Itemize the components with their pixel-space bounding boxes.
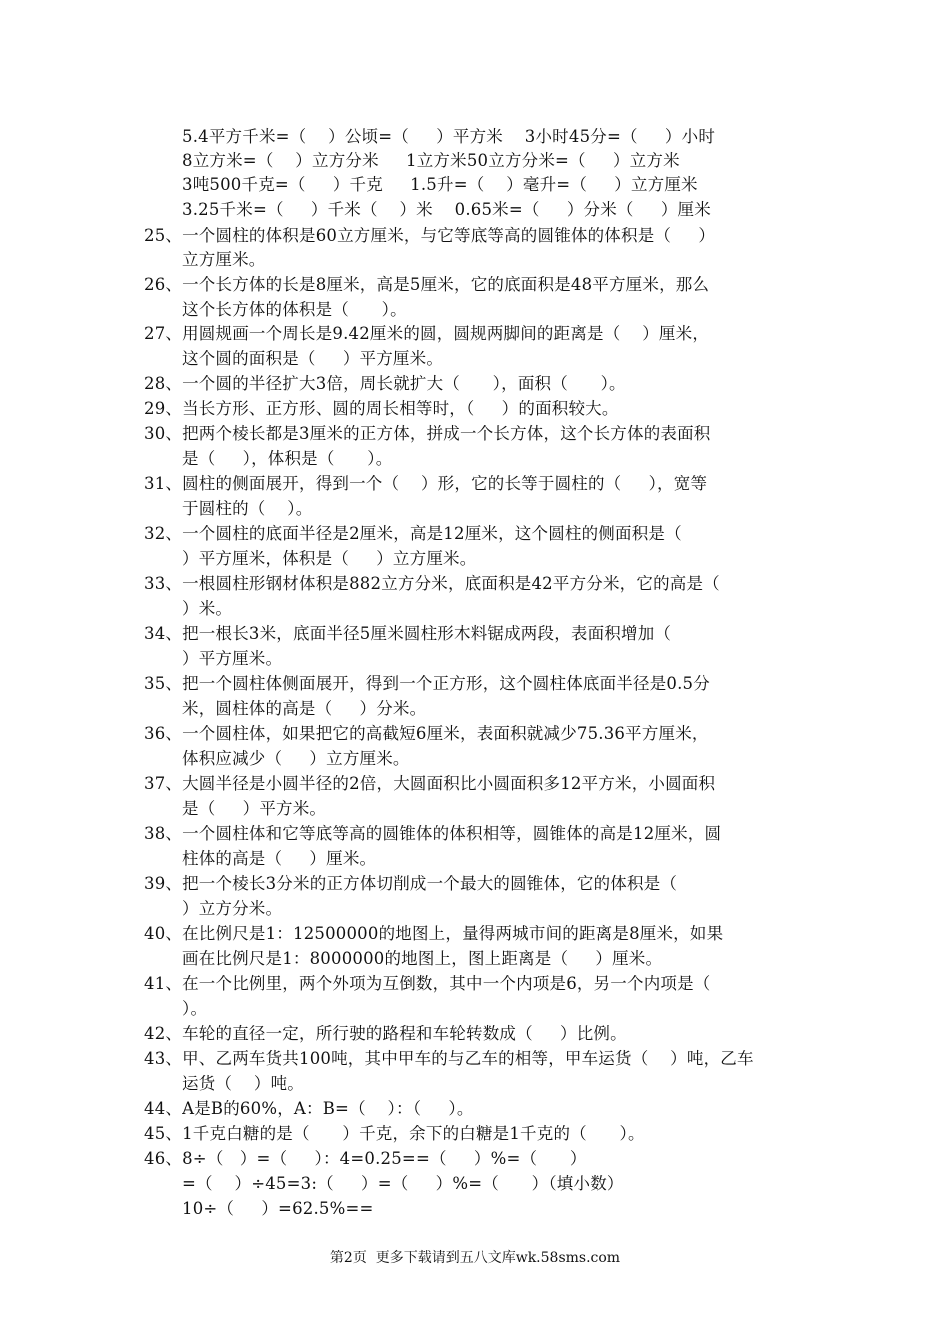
question-40-line-1: 40、在比例尺是1：12500000的地图上，量得两城市间的距离是8厘米，如果	[144, 924, 724, 943]
text-line: 3.25千米=（ ）千米（ ）米 0.65米=（ ）分米（ ）厘米	[182, 200, 711, 219]
question-43-line-1: 43、甲、乙两车货共100吨，其中甲车的与乙车的相等，甲车运货（ ）吨，乙车	[144, 1049, 754, 1068]
question-38-line-2: 柱体的高是（ ）厘米。	[182, 849, 377, 868]
question-39-line-2: ）立方分米。	[182, 899, 283, 918]
question-36-line-2: 体积应减少（ ）立方厘米。	[182, 749, 410, 768]
question-30-line-1: 30、把两个棱长都是3厘米的正方体，拼成一个长方体，这个长方体的表面积	[144, 424, 711, 443]
question-28: 28、一个圆的半径扩大3倍，周长就扩大（ ），面积（ ）。	[144, 374, 626, 393]
question-31-line-1: 31、圆柱的侧面展开，得到一个（ ）形，它的长等于圆柱的（ ），宽等	[144, 474, 708, 493]
question-27-line-1: 27、用圆规画一个周长是9.42厘米的圆，圆规两脚间的距离是（ ）厘米，	[144, 324, 710, 343]
question-40-line-2: 画在比例尺是1：8000000的地图上，图上距离是（ ）厘米。	[182, 949, 663, 968]
question-26-line-1: 26、一个长方体的长是8厘米，高是5厘米，它的底面积是48平方厘米，那么	[144, 275, 710, 294]
page-footer: 第2页 更多下载请到五八文库wk.58sms.com	[329, 1250, 621, 1266]
question-26-line-2: 这个长方体的体积是（ ）。	[182, 300, 407, 319]
text-line: 3吨500千克=（ ）千克 1.5升=（ ）毫升=（ ）立方厘米	[182, 175, 698, 194]
question-32-line-1: 32、一个圆柱的底面半径是2厘米，高是12厘米，这个圆柱的侧面积是（	[144, 524, 682, 543]
question-33-line-1: 33、一根圆柱形钢材体积是882立方分米，底面积是42平方分米，它的高是（	[144, 574, 720, 593]
question-37-line-1: 37、大圆半径是小圆半径的2倍，大圆面积比小圆面积多12平方米，小圆面积	[144, 774, 716, 793]
question-31-line-2: 于圆柱的（ ）。	[182, 499, 313, 518]
question-36-line-1: 36、一个圆柱体，如果把它的高截短6厘米，表面积就减少75.36平方厘米，	[144, 724, 709, 743]
question-29: 29、当长方形、正方形、圆的周长相等时，（ ）的面积较大。	[144, 399, 619, 418]
question-35-line-1: 35、把一个圆柱体侧面展开，得到一个正方形，这个圆柱体底面半径是0.5分	[144, 674, 710, 693]
text-line: 5.4平方千米=（ ）公顷=（ ）平方米 3小时45分=（ ）小时	[182, 127, 716, 146]
question-27-line-2: 这个圆的面积是（ ）平方厘米。	[182, 349, 444, 368]
question-39-line-1: 39、把一个棱长3分米的正方体切削成一个最大的圆锥体，它的体积是（	[144, 874, 678, 893]
question-41-line-2: ）。	[182, 999, 208, 1018]
question-41-line-1: 41、在一个比例里，两个外项为互倒数，其中一个内项是6，另一个内项是（	[144, 974, 711, 993]
text-line: 8立方米=（ ）立方分米 1立方米50立方分米=（ ）立方米	[182, 151, 680, 170]
question-42: 42、车轮的直径一定，所行驶的路程和车轮转数成（ ）比例。	[144, 1024, 627, 1043]
question-38-line-1: 38、一个圆柱体和它等底等高的圆锥体的体积相等，圆锥体的高是12厘米，圆	[144, 824, 722, 843]
question-46-line-1: 46、8÷（ ）=（ ）：4=0.25==（ ）%=（ ）	[144, 1149, 587, 1168]
question-46-line-3: 10÷（ ）=62.5%==	[182, 1199, 374, 1218]
question-37-line-2: 是（ ）平方米。	[182, 799, 327, 818]
question-25-line-1: 25、一个圆柱的体积是60立方厘米，与它等底等高的圆锥体的体积是（ ）	[144, 226, 716, 245]
question-32-line-2: ）平方厘米，体积是（ ）立方厘米。	[182, 549, 477, 568]
question-45: 45、1千克白糖的是（ ）千克，余下的白糖是1千克的（ ）。	[144, 1124, 645, 1143]
question-34-line-2: ）平方厘米。	[182, 649, 283, 668]
question-25-line-2: 立方厘米。	[182, 250, 266, 269]
question-44: 44、A是B的60%，A：B=（ ）：（ ）。	[144, 1099, 474, 1118]
question-30-line-2: 是（ ），体积是（ ）。	[182, 449, 393, 468]
question-43-line-2: 运货（ ）吨。	[182, 1074, 304, 1093]
question-34-line-1: 34、把一根长3米，底面半径5厘米圆柱形木料锯成两段，表面积增加（	[144, 624, 672, 643]
question-46-line-2: =（ ）÷45=3:（ ）=（ ）%=（ ）（填小数）	[182, 1174, 624, 1193]
question-33-line-2: ）米。	[182, 599, 233, 618]
question-35-line-2: 米，圆柱体的高是（ ）分米。	[182, 699, 427, 718]
